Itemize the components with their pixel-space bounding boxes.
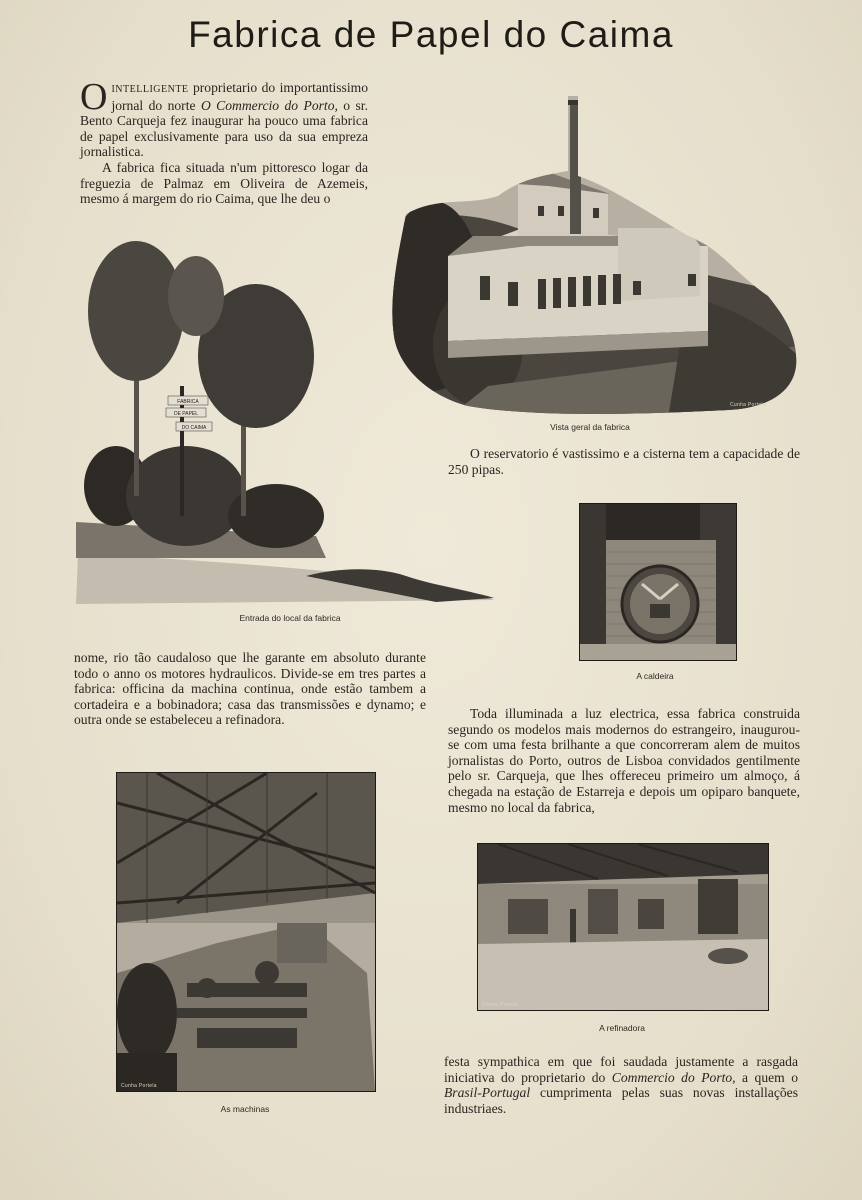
article-final bbox=[444, 1054, 798, 1116]
caption-vista: Vista geral da fabrica bbox=[550, 422, 630, 432]
location-paragraph: A fabrica fica situada n'um pittoresco logar da freguezia de Palmaz em Oliveira de Azemeis, mesmo á margem do rio Caima, que lhe deu o bbox=[80, 159, 368, 207]
photo-machinas bbox=[116, 772, 376, 1092]
sign-line-1: FABRICA bbox=[177, 399, 199, 405]
caption-machinas: As machinas bbox=[220, 1104, 270, 1114]
article-intro bbox=[80, 76, 368, 207]
illumination-text: Toda illuminada a luz electrica, essa fabrica construida segundo os modelos mais modernos do estrangeiro, inaugurou-se com uma festa brilhante a que concorreram alem de muitos jornalistas do Porto, outros de Lisboa convidados gentilmente pelo sr. Carqueja, que lhes offereceu primeiro um almoço, á chegada na estação de Estarreja e depois um opiparo banquete, mesmo no local da fabrica, bbox=[448, 706, 800, 815]
photo-caldeira bbox=[579, 503, 737, 661]
intro-text-post: o sr. Bento Carqueja fez inaugurar ha pouco uma fabrica de papel exclusivamente para uso da sua empreza jornalistica. bbox=[80, 97, 368, 160]
intro-smallcaps: INTELLIGENTE bbox=[111, 84, 189, 95]
final-paragraph bbox=[444, 1054, 798, 1116]
intro-paragraph bbox=[80, 76, 368, 160]
caption-caldeira: A caldeira bbox=[636, 671, 674, 681]
article-illumination bbox=[448, 706, 800, 815]
final-newspaper-name: Commercio do Porto, bbox=[611, 1069, 736, 1085]
sign-line-2: DE PAPEL bbox=[173, 411, 199, 417]
continuation-text: nome, rio tão caudaloso que lhe garante em absoluto durante todo o anno os motores hydraulicos. Divide-se em tres partes a fabrica: officina da machina continua, onde estão tambem a cortadeira e a bobinadora; casa das transmissões e dynamo; e outra onde se estabeleceu a refinadora. bbox=[74, 650, 426, 728]
caption-entrada: Entrada do local da fabrica bbox=[239, 613, 341, 623]
final-text-post: cumprimenta pelas suas novas installações industriaes. bbox=[444, 1085, 798, 1116]
dropcap: O bbox=[80, 76, 108, 118]
photo-refinadora bbox=[477, 843, 769, 1011]
article-continuation bbox=[74, 650, 426, 728]
page-title: Fabrica de Papel do Caima bbox=[188, 14, 674, 55]
intro-text-pre: proprietario do importantissimo jornal do norte bbox=[111, 80, 368, 113]
photo-credit-machinas: Cunha Portela bbox=[121, 1083, 157, 1089]
photo-entrada bbox=[76, 236, 496, 606]
photo-credit-refinadora: Cunha Portela bbox=[482, 1002, 518, 1008]
sign-line-3: DO CAIMA bbox=[181, 425, 207, 431]
magazine-name: Brasil-Portugal bbox=[444, 1085, 531, 1101]
reservatorio-text: O reservatorio é vastissimo e a cisterna tem a capacidade de 250 pipas. bbox=[448, 446, 800, 477]
caption-refinadora: A refinadora bbox=[599, 1023, 645, 1033]
reservatorio-paragraph bbox=[448, 446, 800, 477]
newspaper-name: O Commercio do Porto, bbox=[200, 97, 338, 113]
final-text-pre: festa sympathica em que foi saudada justamente a rasgada iniciativa do proprietario do bbox=[444, 1054, 798, 1085]
photo-credit: Cunha Portela bbox=[730, 402, 766, 408]
final-text-mid: a quem o bbox=[735, 1069, 799, 1085]
